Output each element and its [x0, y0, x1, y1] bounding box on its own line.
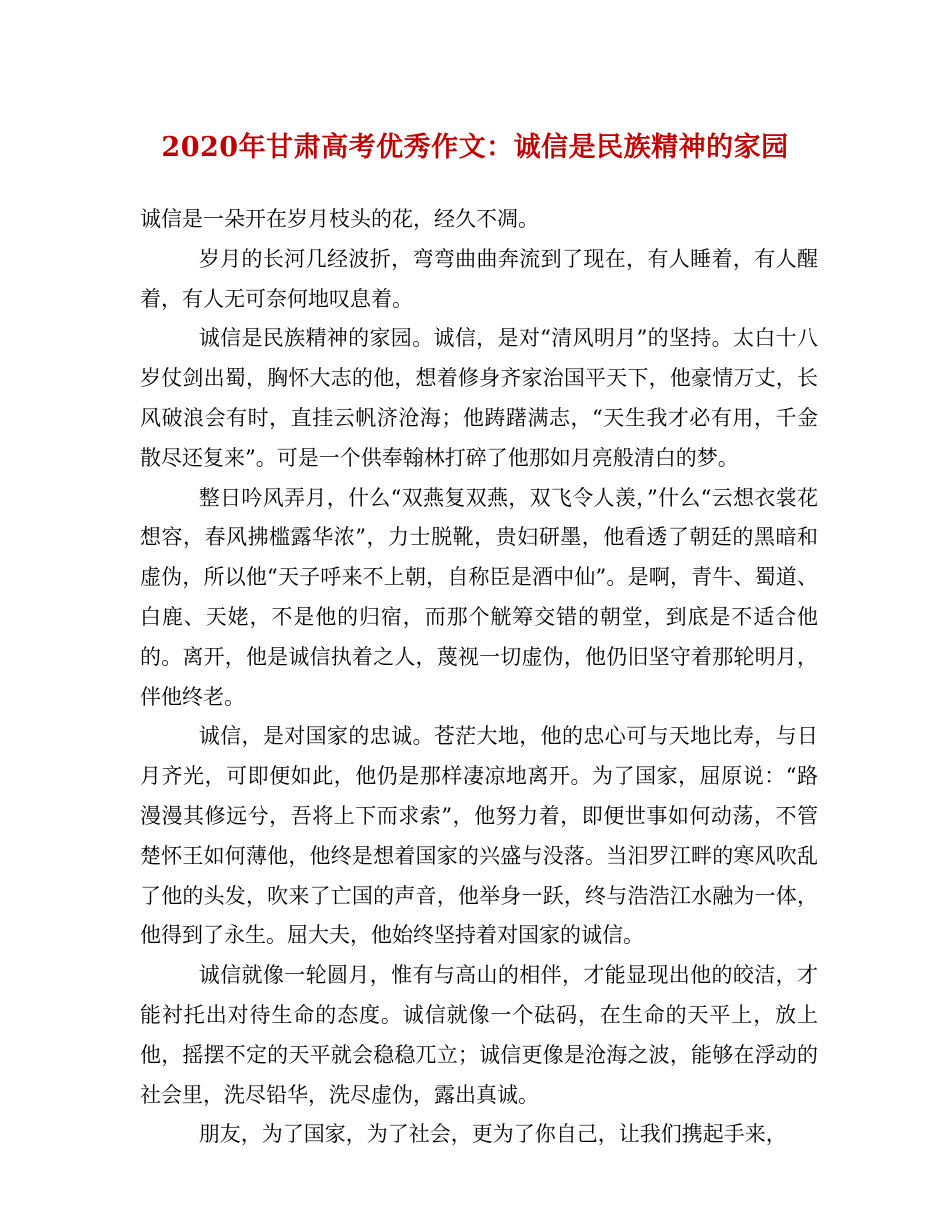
paragraph-3: 诚信是民族精神的家园。诚信，是对“清风明月”的坚持。太白十八岁仗剑出蜀，胸怀大志的他，想着修身齐家治国平天下，他豪情万丈，长风破浪会有时，直挂云帆济沧海；他踌躇满志，“天生我才必有用，千金散尽还复来”。可是一个供奉翰林打碎了他那如月亮般清白的梦。: [140, 326, 818, 470]
paragraph-1: 诚信是一朵开在岁月枝头的花，经久不凋。: [140, 207, 539, 231]
paragraph-2: 岁月的长河几经波折，弯弯曲曲奔流到了现在，有人睡着，有人醒着，有人无可奈何地叹息着。: [140, 246, 818, 311]
paragraph-7: 朋友，为了国家，为了社会，更为了你自己，让我们携起手来，: [198, 1122, 787, 1147]
document-body: [140, 200, 818, 1155]
paragraph-4: 整日吟风弄月，什么“双燕复双燕，双飞令人羡，”什么“云想衣裳花想容，春风拂槛露华浓”，力士脱靴，贵妇研墨，他看透了朝廷的黑暗和虚伪，所以他“天子呼来不上朝，自称臣是酒中仙”。是啊，青牛、蜀道、白鹿、天姥，不是他的归宿，而那个觥筹交错的朝堂，到底是不适合他的。离开，他是诚信执着之人，蔑视一切虚伪，他仍旧坚守着那轮明月，伴他终老。: [140, 485, 818, 709]
paragraph-5: 诚信，是对国家的忠诚。苍茫大地，他的忠心可与天地比寿，与日月齐光，可即便如此，他仍是那样凄凉地离开。为了国家，屈原说：“路漫漫其修远兮，吾将上下而求索”，他努力着，即便世事如何动荡，不管楚怀王如何薄他，他终是想着国家的兴盛与没落。当汨罗江畔的寒风吹乱了他的头发，吹来了亡国的声音，他举身一跃，终与浩浩江水融为一体，他得到了永生。屈大夫，他始终坚持着对国家的诚信。: [140, 724, 818, 948]
document-title: 2020年甘肃高考优秀作文：诚信是民族精神的家园: [161, 132, 789, 163]
paragraph-6: 诚信就像一轮圆月，惟有与高山的相伴，才能显现出他的皎洁，才能衬托出对待生命的态度。诚信就像一个砝码，在生命的天平上，放上他，摇摆不定的天平就会稳稳兀立；诚信更像是沧海之波，能够在浮动的社会里，洗尽铅华，洗尽虚伪，露出真诚。: [140, 963, 818, 1107]
